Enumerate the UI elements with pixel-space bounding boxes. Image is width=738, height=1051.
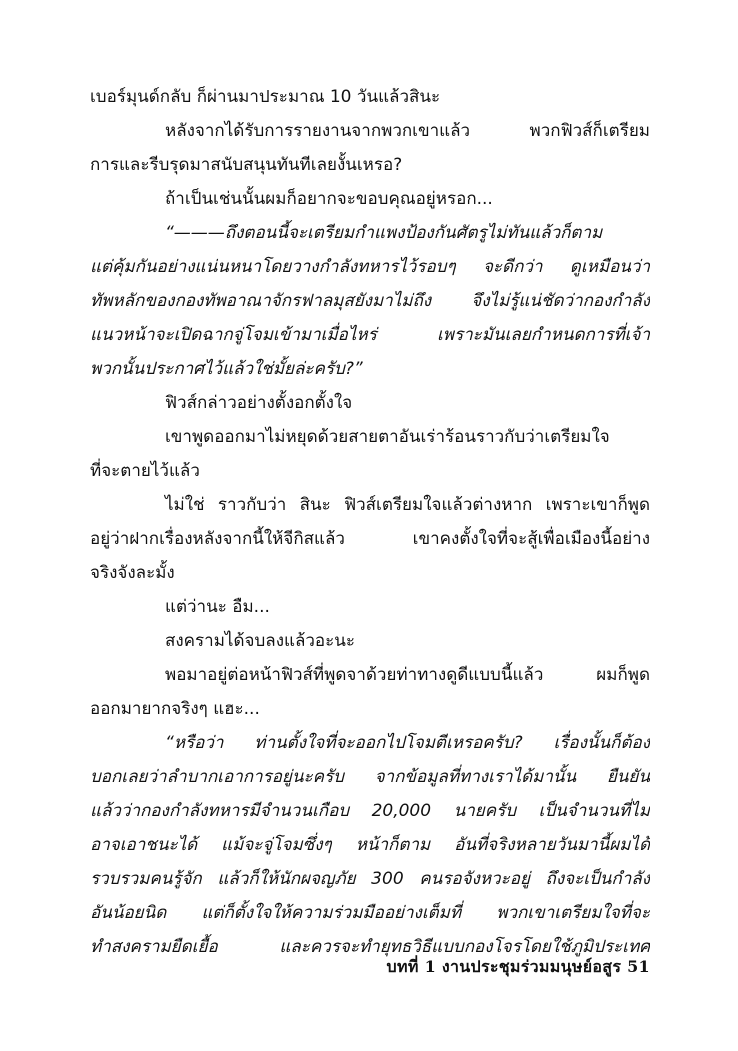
text-line: เบอร์มุนด์กลับ ก็ผ่านมาประมาณ 10 วันแล้วสินะ xyxy=(90,87,441,107)
page-body xyxy=(90,80,650,964)
text-line: อาจเอาชนะได้ แม้จะจู่โจมซึ่งๆ หน้าก็ตาม อันที่จริงหลายวันมานี้ผมได้ xyxy=(90,835,650,855)
text-line: “หรือว่า ท่านตั้งใจที่จะออกไปโจมตีเหรอครับ? เรื่องนั้นก็ต้อง xyxy=(165,733,650,753)
narrative-paragraph xyxy=(90,488,650,590)
text-line: สงครามได้จบลงแล้วอะนะ xyxy=(165,631,356,651)
text-line: แนวหน้าจะเปิดฉากจู่โจมเข้ามาเมื่อไหร่ เพราะมันเลยกำหนดการที่เจ้า xyxy=(90,325,650,345)
narrative-paragraph xyxy=(90,420,650,488)
text-line: พวกนั้นประกาศไว้แล้วใช่มั้ยล่ะครับ?” xyxy=(90,359,363,379)
narrative-paragraph xyxy=(90,386,650,420)
text-line: บอกเลยว่าลำบากเอาการอยู่นะครับ จากข้อมูลที่ทางเราได้มานั้น ยืนยัน xyxy=(90,767,650,787)
narrative-paragraph xyxy=(90,624,650,658)
page-footer: บทที่ 1 งานประชุมร่วมมนุษย์อสูร 51 xyxy=(386,957,650,976)
text-line: การและรีบรุดมาสนับสนุนทันทีเลยงั้นเหรอ? xyxy=(90,155,403,175)
narrative-paragraph xyxy=(90,590,650,624)
text-line: “———ถึงตอนนี้จะเตรียมกำแพงป้องกันศัตรูไม่ทันแล้วก็ตาม xyxy=(165,223,603,243)
text-line: ทำสงครามยืดเยื้อ และควรจะทำยุทธวิธีแบบกองโจรโดยใช้ภูมิประเทศ xyxy=(90,937,650,957)
text-line: อันน้อยนิด แต่ก็ตั้งใจให้ความร่วมมืออย่างเต็มที่ พวกเขาเตรียมใจที่จะ xyxy=(90,903,650,923)
text-line: ทัพหลักของกองทัพอาณาจักรฟาลมุสยังมาไม่ถึง จึงไม่รู้แน่ชัดว่ากองกำลัง xyxy=(90,291,650,311)
text-line: ที่จะตายไว้แล้ว xyxy=(90,461,200,481)
text-line: ออกมายากจริงๆ แฮะ... xyxy=(90,699,260,719)
text-line: อยู่ว่าฝากเรื่องหลังจากนี้ให้จีกิสแล้ว เขาคงตั้งใจที่จะสู้เพื่อเมืองนี้อย่าง xyxy=(90,529,650,549)
narrative-paragraph xyxy=(90,658,650,726)
text-line: ฟิวส์กล่าวอย่างตั้งอกตั้งใจ xyxy=(165,393,353,413)
narrative-paragraph xyxy=(90,182,650,216)
text-line: แล้วว่ากองกำลังทหารมีจำนวนเกือบ 20,000 นายครับ เป็นจำนวนที่ไม่ xyxy=(90,801,650,821)
text-line: แต่ว่านะ อืม... xyxy=(165,597,270,617)
dialogue-paragraph xyxy=(90,726,650,964)
dialogue-paragraph xyxy=(90,216,650,386)
text-line: ไม่ใช่ ราวกับว่า สินะ ฟิวส์เตรียมใจแล้วต่างหาก เพราะเขาก็พูด xyxy=(165,495,650,515)
text-line: ถ้าเป็นเช่นนั้นผมก็อยากจะขอบคุณอยู่หรอก... xyxy=(165,189,493,209)
text-line: หลังจากได้รับการรายงานจากพวกเขาแล้ว พวกฟิวส์ก็เตรียม xyxy=(165,121,650,141)
text-line: เขาพูดออกมาไม่หยุดด้วยสายตาอันเร่าร้อนราวกับว่าเตรียมใจ xyxy=(165,427,610,447)
text-line: จริงจังละมั้ง xyxy=(90,563,175,583)
narrative-paragraph xyxy=(90,80,650,114)
narrative-paragraph xyxy=(90,114,650,182)
text-line: พอมาอยู่ต่อหน้าฟิวส์ที่พูดจาด้วยท่าทางดูดีแบบนี้แล้ว ผมก็พูด xyxy=(165,665,650,685)
text-line: รวบรวมคนรู้จัก แล้วก็ให้นักผจญภัย 300 คนรอจังหวะอยู่ ถึงจะเป็นกำลัง xyxy=(90,869,650,889)
text-line: แต่คุ้มกันอย่างแน่นหนาโดยวางกำลังทหารไว้รอบๆ จะดีกว่า ดูเหมือนว่า xyxy=(90,257,650,277)
